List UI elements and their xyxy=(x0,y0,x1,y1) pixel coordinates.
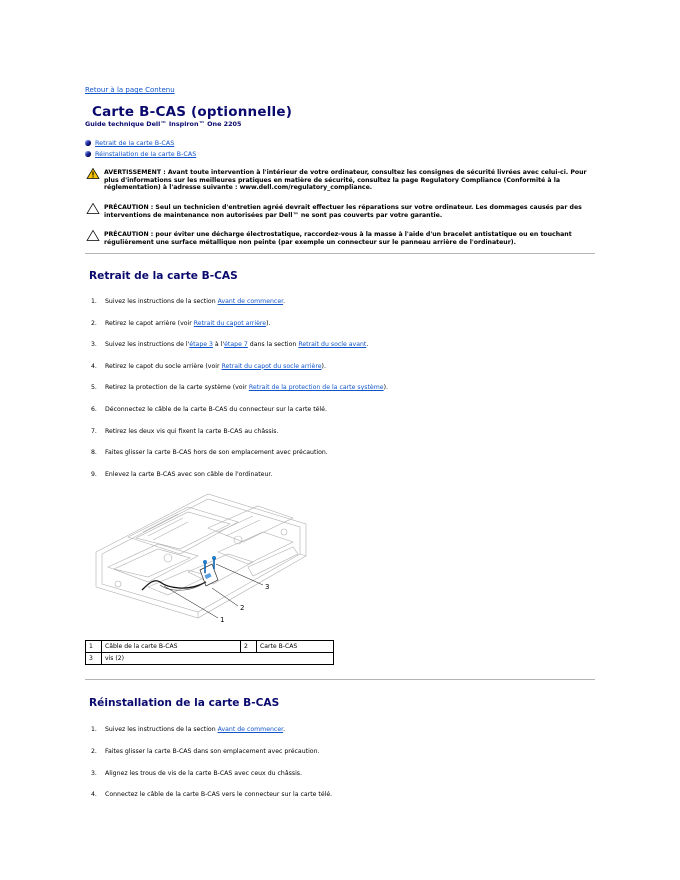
toc-item-removal xyxy=(85,137,196,148)
link-remove-rear-stand-cover[interactable]: Retrait du capot du socle arrière xyxy=(221,362,322,370)
step-number: 4. xyxy=(91,362,97,370)
legend-number: 2 xyxy=(241,641,257,653)
caution-body: pour éviter une décharge électrostatique, raccordez-vous à la masse à l'aide d'un bracelet antistatique ou en touchant régulièrement une surface métallique non peinte (par exemple un connecteur sur le panneau arrière de l'ordinateur). xyxy=(104,231,572,246)
step-number: 2. xyxy=(91,747,97,755)
caution-icon xyxy=(86,230,100,241)
link-remove-front-stand[interactable]: Retrait du socle avant xyxy=(298,341,367,349)
back-to-contents-link[interactable] xyxy=(85,86,175,94)
link-before-you-begin[interactable]: Avant de commencer xyxy=(217,726,284,733)
step-text: . xyxy=(283,298,286,305)
page-subtitle: Guide technique Dell™ Inspiron™ One 2205 xyxy=(85,120,242,128)
step-text: Enlevez la carte B-CAS avec son câble de l'ordinateur. xyxy=(105,470,273,478)
removal-steps xyxy=(85,298,388,492)
step-text: Suivez les instructions de la section xyxy=(105,726,218,733)
step-text: Faites glisser la carte B-CAS hors de son emplacement avec précaution. xyxy=(105,449,328,457)
step-number: 5. xyxy=(91,384,97,392)
step-text: Alignez les trous de vis de la carte B-CAS avec ceux du châssis. xyxy=(105,769,302,777)
reinstall-steps xyxy=(85,726,332,813)
toc-link-removal[interactable]: Retrait de la carte B-CAS xyxy=(95,138,175,147)
removal-step xyxy=(85,341,388,363)
link-step-7[interactable]: étape 7 xyxy=(224,341,248,349)
removal-step xyxy=(85,363,388,385)
removal-step xyxy=(85,406,388,428)
step-text: . xyxy=(366,341,369,349)
warning-notice xyxy=(86,169,596,192)
step-text: ). xyxy=(266,319,271,327)
step-number: 3. xyxy=(91,341,97,349)
removal-step xyxy=(85,471,388,493)
legend-number: 3 xyxy=(86,653,102,665)
reinstall-step xyxy=(85,791,332,813)
warning-label: AVERTISSEMENT : xyxy=(104,169,166,176)
bullet-icon xyxy=(85,151,91,157)
page-title: Carte B-CAS (optionnelle) xyxy=(92,104,293,120)
step-text: Connectez le câble de la carte B-CAS vers le connecteur sur la carte télé. xyxy=(105,791,333,799)
caution-text-esd xyxy=(104,231,596,246)
step-number: 1. xyxy=(91,298,97,305)
table-row xyxy=(86,653,334,665)
callout-3: 3 xyxy=(265,583,270,591)
bullet-icon xyxy=(85,140,91,146)
caution-notice-esd xyxy=(86,231,596,246)
removal-step xyxy=(85,320,388,342)
warning-icon xyxy=(86,168,100,179)
step-text: ). xyxy=(321,362,326,370)
caution-notice-repairs xyxy=(86,204,596,219)
caution-body: Seul un technicien d'entretien agréé devrait effectuer les réparations sur votre ordinateur. Les dommages causés par des interventions de maintenance non autorisées par Dell™ ne sont pas couverts par votre garantie. xyxy=(104,204,582,219)
step-text: Retirez le capot arrière (voir xyxy=(105,319,194,327)
table-row xyxy=(86,641,334,653)
step-number: 6. xyxy=(91,405,97,413)
reinstall-step xyxy=(85,770,332,792)
step-text: dans la section xyxy=(247,341,299,349)
section-divider xyxy=(85,253,595,254)
legend-label: Câble de la carte B-CAS xyxy=(102,641,241,653)
step-number: 1. xyxy=(91,726,97,733)
step-text: Retirez les deux vis qui fixent la carte B-CAS au châssis. xyxy=(105,427,279,435)
caution-text-repairs xyxy=(104,204,596,219)
caution-label: PRÉCAUTION : xyxy=(104,231,154,238)
warning-body: Avant toute intervention à l'intérieur de votre ordinateur, consultez les consignes de sécurité livrées avec celui-ci. Pour plus d'informations sur les meilleures pratiques en matière de sécurité, consultez la page Regulatory Compliance (Conformité à la réglementation) à l'adresse suivante : www.dell.com/regulatory_compliance. xyxy=(104,169,587,191)
step-text: à l' xyxy=(212,341,225,349)
caution-label: PRÉCAUTION : xyxy=(104,204,154,211)
toc-link-reinstall[interactable]: Réinstallation de la carte B-CAS xyxy=(95,149,197,158)
callout-2: 2 xyxy=(240,604,245,612)
removal-step xyxy=(85,298,388,320)
link-step-3[interactable]: étape 3 xyxy=(189,341,213,349)
step-number: 4. xyxy=(91,791,97,799)
step-number: 8. xyxy=(91,449,97,457)
reinstall-step xyxy=(85,748,332,770)
legend-label: vis (2) xyxy=(102,653,334,665)
removal-heading: Retrait de la carte B-CAS xyxy=(89,270,238,282)
step-text: ). xyxy=(383,384,388,392)
caution-icon xyxy=(86,203,100,214)
step-number: 9. xyxy=(91,470,97,478)
legend-number: 1 xyxy=(86,641,102,653)
reinstall-step xyxy=(85,726,332,748)
callout-1: 1 xyxy=(220,616,225,624)
step-text: Suivez les instructions de l' xyxy=(105,341,190,349)
removal-step xyxy=(85,428,388,450)
warning-text xyxy=(104,169,596,192)
bcas-card-illustration xyxy=(88,492,308,627)
link-before-you-begin[interactable]: Avant de commencer xyxy=(217,298,284,305)
step-text: . xyxy=(283,726,286,733)
step-text: Retirez le capot du socle arrière (voir xyxy=(105,362,222,370)
section-toc xyxy=(85,137,196,159)
step-number: 7. xyxy=(91,427,97,435)
toc-item-reinstall xyxy=(85,148,196,159)
section-divider xyxy=(85,679,595,680)
step-number: 3. xyxy=(91,769,97,777)
step-text: Faites glisser la carte B-CAS dans son emplacement avec précaution. xyxy=(105,747,320,755)
step-text: Suivez les instructions de la section xyxy=(105,298,218,305)
figure-legend-table xyxy=(85,640,334,665)
step-text: Retirez la protection de la carte système (voir xyxy=(105,384,249,392)
link-remove-system-board-shield[interactable]: Retrait de la protection de la carte système xyxy=(248,384,384,392)
removal-step xyxy=(85,449,388,471)
step-text: Déconnectez le câble de la carte B-CAS du connecteur sur la carte télé. xyxy=(105,405,327,413)
step-number: 2. xyxy=(91,319,97,327)
removal-step xyxy=(85,384,388,406)
reinstall-heading: Réinstallation de la carte B-CAS xyxy=(89,697,280,709)
link-remove-back-cover[interactable]: Retrait du capot arrière xyxy=(193,319,267,327)
legend-label: Carte B-CAS xyxy=(257,641,334,653)
back-link-text[interactable]: Retour à la page Contenu xyxy=(85,86,175,94)
